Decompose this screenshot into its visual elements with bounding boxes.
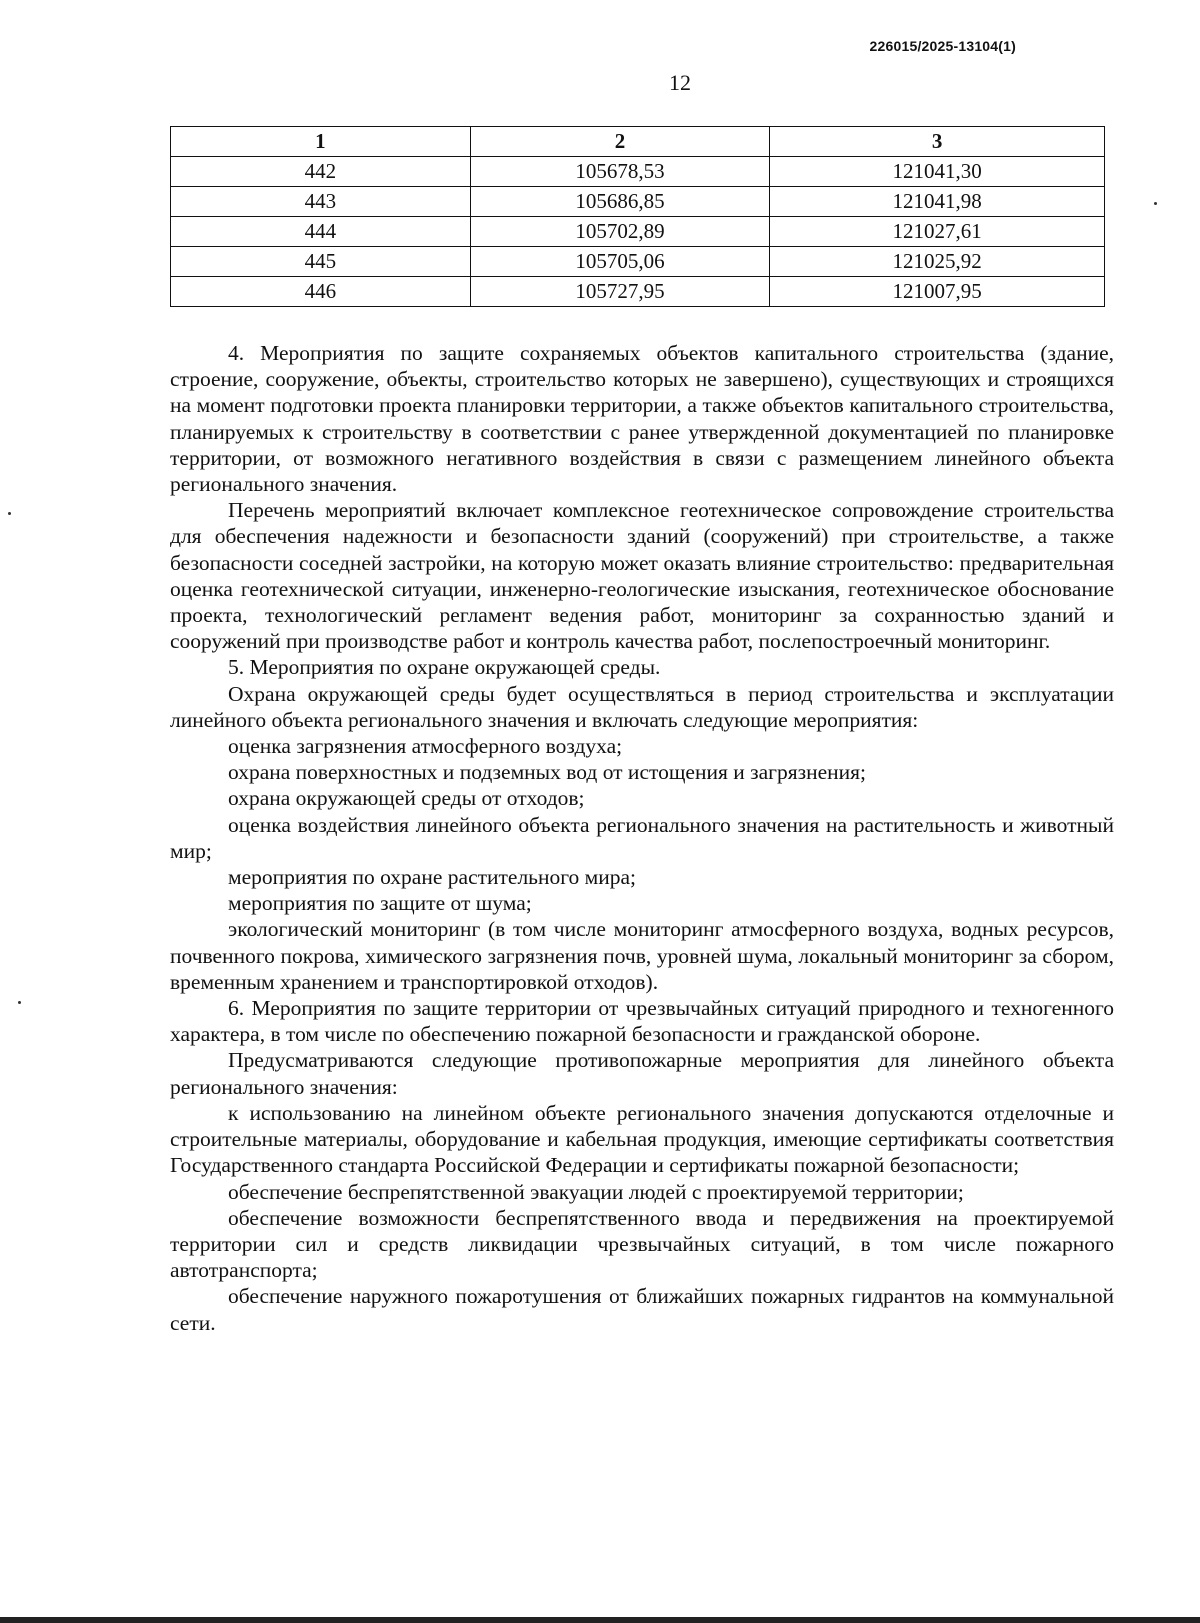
page-number: 12 bbox=[669, 70, 691, 95]
table-header-cell: 2 bbox=[470, 127, 770, 157]
table-cell: 121007,95 bbox=[770, 277, 1105, 307]
scan-speck bbox=[8, 512, 11, 515]
table-row bbox=[171, 187, 1105, 217]
table-cell: 445 bbox=[171, 247, 471, 277]
table-header-cell: 1 bbox=[171, 127, 471, 157]
list-item: к использованию на линейном объекте регионального значения допускаются отделочные и строительные материалы, оборудование и кабельная продукция, имеющие сертификаты соответствия Государственного стандарта Российской Федерации и сертификаты пожарной безопасности; bbox=[170, 1100, 1114, 1178]
table-cell: 121027,61 bbox=[770, 217, 1105, 247]
paragraph: Перечень мероприятий включает комплексное геотехническое сопровождение строительства для обеспечения надежности и безопасности зданий (сооружений) при строительстве, а также безопасности соседней застройки, на которую может оказать влияние строительство: предварительная оценка геотехнической ситуации, инженерно-геологические изыскания, геотехническое обоснование проекта, технологический регламент ведения работ, мониторинг за сохранностью зданий и сооружений при производстве работ и контроль качества работ, послепостроечный мониторинг. bbox=[170, 498, 1114, 654]
paragraph: 6. Мероприятия по защите территории от чрезвычайных ситуаций природного и техногенного характера, в том числе по обеспечению пожарной безопасности и гражданской обороне. bbox=[170, 996, 1114, 1047]
body-text bbox=[170, 340, 1114, 1336]
list-item: мероприятия по защите от шума; bbox=[228, 891, 532, 916]
table-cell: 443 bbox=[171, 187, 471, 217]
paragraph: 5. Мероприятия по охране окружающей среды. bbox=[228, 655, 661, 680]
list-item: обеспечение беспрепятственной эвакуации людей с проектируемой территории; bbox=[228, 1179, 964, 1204]
list-item: экологический мониторинг (в том числе мониторинг атмосферного воздуха, водных ресурсов, почвенного покрова, химического загрязнения почв, уровней шума, локальный мониторинг за сбором, временным хранением и транспортировкой отходов). bbox=[170, 917, 1114, 994]
table-cell: 105678,53 bbox=[470, 157, 770, 187]
list-item: оценка воздействия линейного объекта регионального значения на растительность и животный мир; bbox=[170, 812, 1114, 863]
table-cell: 121025,92 bbox=[770, 247, 1105, 277]
table-cell: 105702,89 bbox=[470, 217, 770, 247]
list-item: мероприятия по охране растительного мира; bbox=[228, 865, 637, 890]
table-row bbox=[171, 157, 1105, 187]
scan-speck bbox=[1154, 202, 1157, 205]
table-cell: 446 bbox=[171, 277, 471, 307]
list-item: обеспечение возможности беспрепятственного ввода и передвижения на проектируемой территории сил и средств ликвидации чрезвычайных ситуаций, в том числе пожарного автотранспорта; bbox=[170, 1205, 1114, 1283]
table-cell: 105686,85 bbox=[470, 187, 770, 217]
paragraph: Предусматриваются следующие противопожарные мероприятия для линейного объекта регионального значения: bbox=[170, 1048, 1114, 1099]
document-number: 226015/2025-13104(1) bbox=[869, 38, 1016, 54]
table-cell: 105727,95 bbox=[470, 277, 770, 307]
table-row bbox=[171, 247, 1105, 277]
scan-speck bbox=[18, 1001, 21, 1004]
table-cell: 121041,30 bbox=[770, 157, 1105, 187]
table-header-row bbox=[171, 127, 1105, 157]
paragraph: Охрана окружающей среды будет осуществляться в период строительства и эксплуатации линейного объекта регионального значения и включать следующие мероприятия: bbox=[170, 681, 1114, 732]
table-cell: 444 bbox=[171, 217, 471, 247]
scan-bottom-edge bbox=[0, 1617, 1200, 1623]
table-row bbox=[171, 277, 1105, 307]
coordinates-table bbox=[170, 126, 1105, 307]
paragraph: 4. Мероприятия по защите сохраняемых объектов капитального строительства (здание, строение, сооружение, объекты, строительство которых не завершено), существующих и строящихся на момент подготовки проекта планировки территории, а также объектов капитального строительства, планируемых к строительству в соответствии с ранее утвержденной документацией по планировке территории, от возможного негативного воздействия в связи с размещением линейного объекта регионального значения. bbox=[170, 341, 1114, 497]
list-item: охрана поверхностных и подземных вод от истощения и загрязнения; bbox=[228, 760, 867, 785]
table-cell: 442 bbox=[171, 157, 471, 187]
table-cell: 121041,98 bbox=[770, 187, 1105, 217]
table-header-cell: 3 bbox=[770, 127, 1105, 157]
list-item: охрана окружающей среды от отходов; bbox=[228, 786, 585, 811]
table-cell: 105705,06 bbox=[470, 247, 770, 277]
list-item: обеспечение наружного пожаротушения от ближайших пожарных гидрантов на коммунальной сети. bbox=[170, 1284, 1114, 1335]
list-item: оценка загрязнения атмосферного воздуха; bbox=[228, 734, 623, 759]
table-row bbox=[171, 217, 1105, 247]
